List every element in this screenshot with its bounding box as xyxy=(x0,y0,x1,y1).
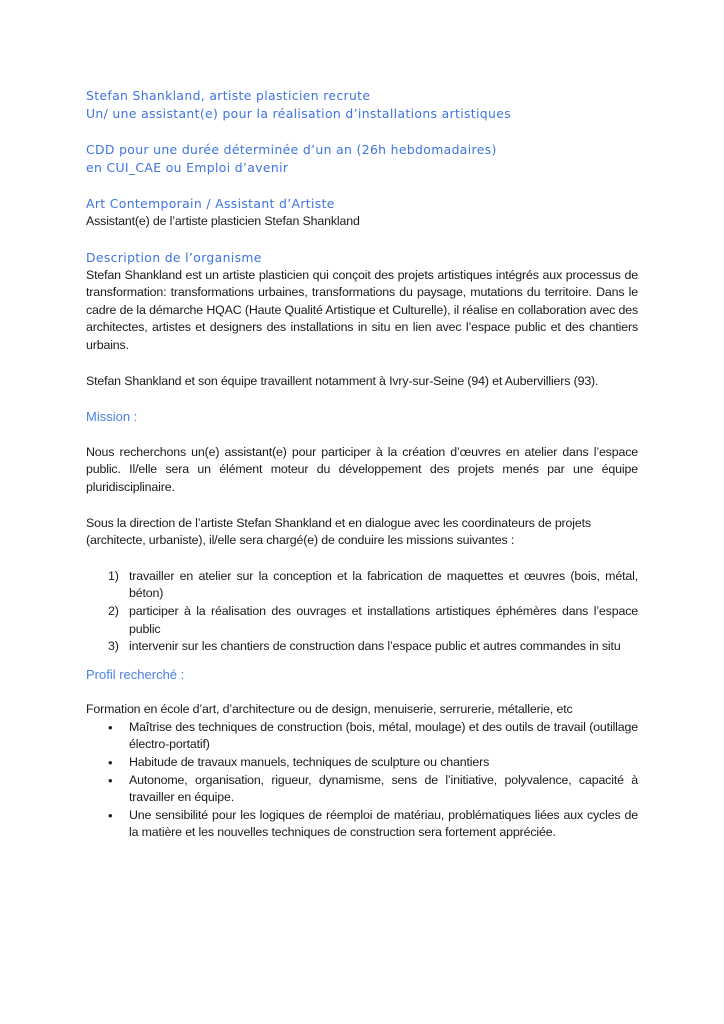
spacer xyxy=(86,355,638,373)
document-page xyxy=(86,87,638,842)
list-item-text: Autonome, organisation, rigueur, dynamisme, sens de l’initiative, polyvalence, capacité à travailler en équipe. xyxy=(129,772,638,805)
bullet-icon: • xyxy=(108,772,113,788)
title-line-1: Stefan Shankland, artiste plasticien recrute xyxy=(86,88,371,103)
mission-list-item xyxy=(86,568,638,603)
profil-list-item xyxy=(86,807,638,842)
mission-paragraph-1: Nous recherchons un(e) assistant(e) pour participer à la création d’œuvres en atelier dans l’espace public. Il/elle sera un élément moteur du développement des projets menés par une équipe pluridisciplinaire. xyxy=(86,444,638,494)
profil-list-item xyxy=(86,754,638,772)
bullet-icon: • xyxy=(108,755,113,771)
bullet-icon: • xyxy=(108,719,113,735)
spacer xyxy=(86,656,638,666)
category-subtitle: Assistant(e) de l’artiste plasticien Stefan Shankland xyxy=(86,214,360,228)
list-item-text: Une sensibilité pour les logiques de réemploi de matériau, problématiques liées aux cycles de la matière et les nouvelles techniques de construction sera fortement appréciée. xyxy=(129,807,638,840)
spacer xyxy=(86,231,638,249)
profil-intro: Formation en école d’art, d’architecture ou de design, menuiserie, serrurerie, métallerie, etc xyxy=(86,702,573,717)
organisme-paragraph-1: Stefan Shankland est un artiste plasticien qui conçoit des projets artistiques intégrés aux processus de transformation: transformations urbaines, transformations du paysage, mutations du territoire. Dans le cadre de la démarche HQAC (Haute Qualité Artistique et Culturelle), il réalise en collaboration avec des architectes, artistes et designers des installations in situ en lien avec l’espace public et des chantiers urbains. xyxy=(86,267,638,352)
list-item-text: travailler en atelier sur la conception et la fabrication de maquettes et œuvres (bois, métal, béton) xyxy=(129,568,638,601)
organisme-paragraph-2: Stefan Shankland et son équipe travaillent notamment à Ivry-sur-Seine (94) et Aubervilliers (93). xyxy=(86,373,599,388)
spacer xyxy=(86,497,638,515)
mission-paragraph-2: Sous la direction de l’artiste Stefan Shankland et en dialogue avec les coordinateurs de projets (architecte, urbaniste), il/elle sera chargé(e) de conduire les missions suivantes : xyxy=(86,515,591,548)
spacer xyxy=(86,177,638,195)
spacer xyxy=(86,550,638,568)
spacer xyxy=(86,390,638,408)
title-line-2: Un/ une assistant(e) pour la réalisation d’installations artistiques xyxy=(86,106,512,121)
mission-list-item xyxy=(86,638,638,656)
contract-line-2: en CUI_CAE ou Emploi d’avenir xyxy=(86,160,289,175)
spacer xyxy=(86,426,638,444)
list-number: 3) xyxy=(108,639,119,654)
spacer xyxy=(86,123,638,141)
category-heading: Art Contemporain / Assistant d’Artiste xyxy=(86,196,335,211)
profil-heading: Profil recherché : xyxy=(86,666,185,682)
list-number: 1) xyxy=(108,568,119,583)
profil-list-item xyxy=(86,719,638,754)
list-item-text: Maîtrise des techniques de construction (bois, métal, moulage) et des outils de travail (outillage électro-portatif) xyxy=(129,719,638,752)
list-number: 2) xyxy=(108,603,119,618)
mission-list xyxy=(86,568,638,656)
bullet-icon: • xyxy=(108,807,113,823)
mission-heading: Mission : xyxy=(86,409,138,425)
list-item-text: Habitude de travaux manuels, techniques de sculpture ou chantiers xyxy=(129,755,490,770)
spacer xyxy=(86,683,638,701)
profil-list xyxy=(86,719,638,842)
list-item-text: participer à la réalisation des ouvrages et installations artistiques éphémères dans l’espace public xyxy=(129,603,638,636)
list-item-text: intervenir sur les chantiers de construction dans l’espace public et autres commandes in situ xyxy=(129,639,621,654)
mission-list-item xyxy=(86,603,638,638)
profil-list-item xyxy=(86,772,638,807)
organisme-heading: Description de l’organisme xyxy=(86,249,262,265)
contract-line-1: CDD pour une durée déterminée d’un an (26h hebdomadaires) xyxy=(86,142,497,157)
